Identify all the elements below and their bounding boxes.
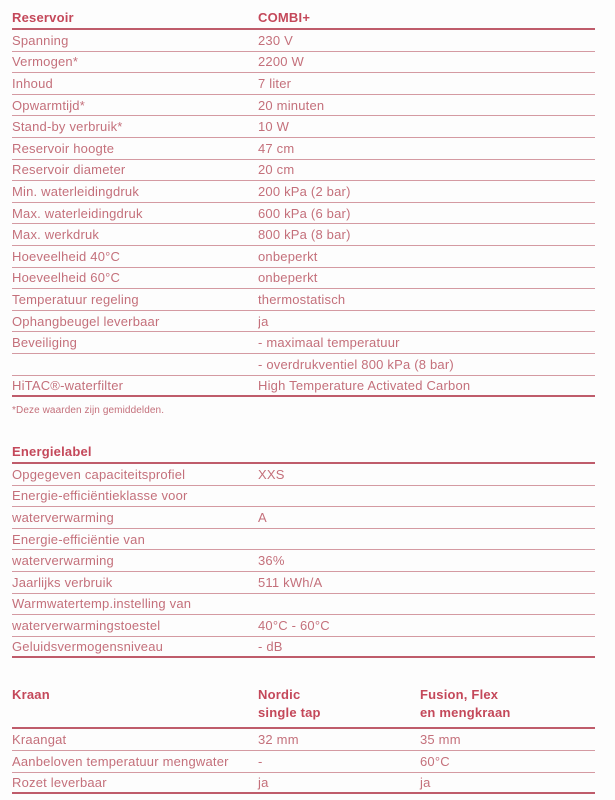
row-value: - dB [258, 639, 283, 655]
table-row [12, 138, 595, 160]
row-value: 2200 W [258, 54, 305, 70]
row-label: Energie-efficiëntieklasse voor [12, 488, 188, 504]
row-label: Energie-efficiëntie van [12, 531, 145, 547]
row-label: waterverwarming [12, 553, 114, 569]
row-label: Aanbeloven temperatuur mengwater [12, 753, 229, 769]
row-value: - overdrukventiel 800 kPa (8 bar) [258, 356, 454, 372]
row-value: - maximaal temperatuur [258, 335, 400, 351]
table-row [12, 550, 595, 572]
row-value: 600 kPa (6 bar) [258, 205, 351, 221]
row-value: 20 cm [258, 162, 295, 178]
table-row [12, 376, 595, 398]
row-value-col2: - [258, 753, 263, 769]
tap-header-col3-line1: Fusion, Flex [420, 687, 499, 703]
row-label: Kraangat [12, 732, 67, 748]
row-value: thermostatisch [258, 291, 346, 307]
row-label: Stand-by verbruik* [12, 119, 123, 135]
tap-header-col2-line1: Nordic [258, 687, 301, 703]
table-row [12, 268, 595, 290]
row-value: 800 kPa (8 bar) [258, 227, 351, 243]
tap-table [12, 684, 595, 794]
row-label: waterverwarmingstoestel [12, 618, 161, 634]
row-label: Hoeveelheid 60°C [12, 270, 121, 286]
row-label: Opgegeven capaciteitsprofiel [12, 466, 186, 482]
row-label: Opwarmtijd* [12, 97, 85, 113]
table-row [12, 354, 595, 376]
table-row [12, 572, 595, 594]
row-value: 10 W [258, 119, 290, 135]
row-label: waterverwarming [12, 510, 114, 526]
energy-title: Energielabel [12, 444, 92, 460]
tap-header-col2-line2: single tap [258, 705, 321, 721]
table-row [12, 95, 595, 117]
row-label: Rozet leverbaar [12, 774, 107, 790]
tap-header-col3-line2: en mengkraan [420, 705, 511, 721]
table-row [12, 729, 595, 751]
row-label: HiTAC®-waterfilter [12, 377, 124, 393]
row-label: Reservoir diameter [12, 162, 126, 178]
table-row [12, 332, 595, 354]
table-row [12, 246, 595, 268]
reservoir-header-label: Reservoir [12, 10, 74, 25]
table-row [12, 594, 595, 616]
row-value: ja [258, 313, 269, 329]
row-value: onbeperkt [258, 270, 318, 286]
row-value: XXS [258, 466, 285, 482]
table-row [12, 181, 595, 203]
row-label: Ophangbeugel leverbaar [12, 313, 160, 329]
row-value: A [258, 510, 267, 526]
row-label: Max. werkdruk [12, 227, 100, 243]
table-row [12, 615, 595, 637]
row-label: Temperatuur regeling [12, 291, 139, 307]
row-value-col2: 32 mm [258, 732, 299, 748]
reservoir-table [12, 7, 595, 416]
row-value: 7 liter [258, 75, 292, 91]
energy-table-header [12, 441, 595, 464]
row-value: onbeperkt [258, 248, 318, 264]
tap-header-col3 [420, 686, 595, 722]
table-row [12, 30, 595, 52]
row-value: 20 minuten [258, 97, 325, 113]
table-row [12, 751, 595, 773]
table-row [12, 73, 595, 95]
row-value-col2: ja [258, 774, 269, 790]
row-value: 230 V [258, 32, 293, 48]
row-label: Spanning [12, 32, 69, 48]
energy-table [12, 441, 595, 658]
table-row [12, 637, 595, 659]
spec-sheet [12, 7, 595, 794]
table-row [12, 507, 595, 529]
table-row [12, 224, 595, 246]
row-value: 47 cm [258, 140, 295, 156]
tap-table-header [12, 684, 595, 729]
tap-header-label: Kraan [12, 687, 50, 703]
row-value: 36% [258, 553, 285, 569]
table-row [12, 486, 595, 508]
table-row [12, 773, 595, 795]
table-row [12, 52, 595, 74]
table-row [12, 203, 595, 225]
row-label: Inhoud [12, 75, 53, 91]
row-label: Max. waterleidingdruk [12, 205, 143, 221]
tap-header-col2 [258, 686, 420, 722]
row-label: Jaarlijks verbruik [12, 574, 113, 590]
table-footnote: *Deze waarden zijn gemiddelden. [12, 405, 165, 417]
row-value: 40°C - 60°C [258, 618, 330, 634]
row-value-col3: 35 mm [420, 732, 461, 748]
row-value: 511 kWh/A [258, 574, 323, 590]
table-row [12, 160, 595, 182]
table-row [12, 464, 595, 486]
row-label: Beveiliging [12, 335, 78, 351]
row-label: Vermogen* [12, 54, 79, 70]
row-label: Geluidsvermogensniveau [12, 639, 164, 655]
row-value: High Temperature Activated Carbon [258, 377, 471, 393]
row-label: Reservoir hoogte [12, 140, 115, 156]
reservoir-table-header [12, 7, 595, 30]
reservoir-header-value: COMBI+ [258, 10, 311, 25]
row-value: 200 kPa (2 bar) [258, 183, 351, 199]
table-row [12, 311, 595, 333]
row-value-col3: 60°C [420, 753, 450, 769]
row-value-col3: ja [420, 774, 431, 790]
row-label: Hoeveelheid 40°C [12, 248, 121, 264]
table-row [12, 116, 595, 138]
row-label: Warmwatertemp.instelling van [12, 596, 192, 612]
table-row [12, 529, 595, 551]
table-row [12, 289, 595, 311]
row-label: Min. waterleidingdruk [12, 183, 140, 199]
